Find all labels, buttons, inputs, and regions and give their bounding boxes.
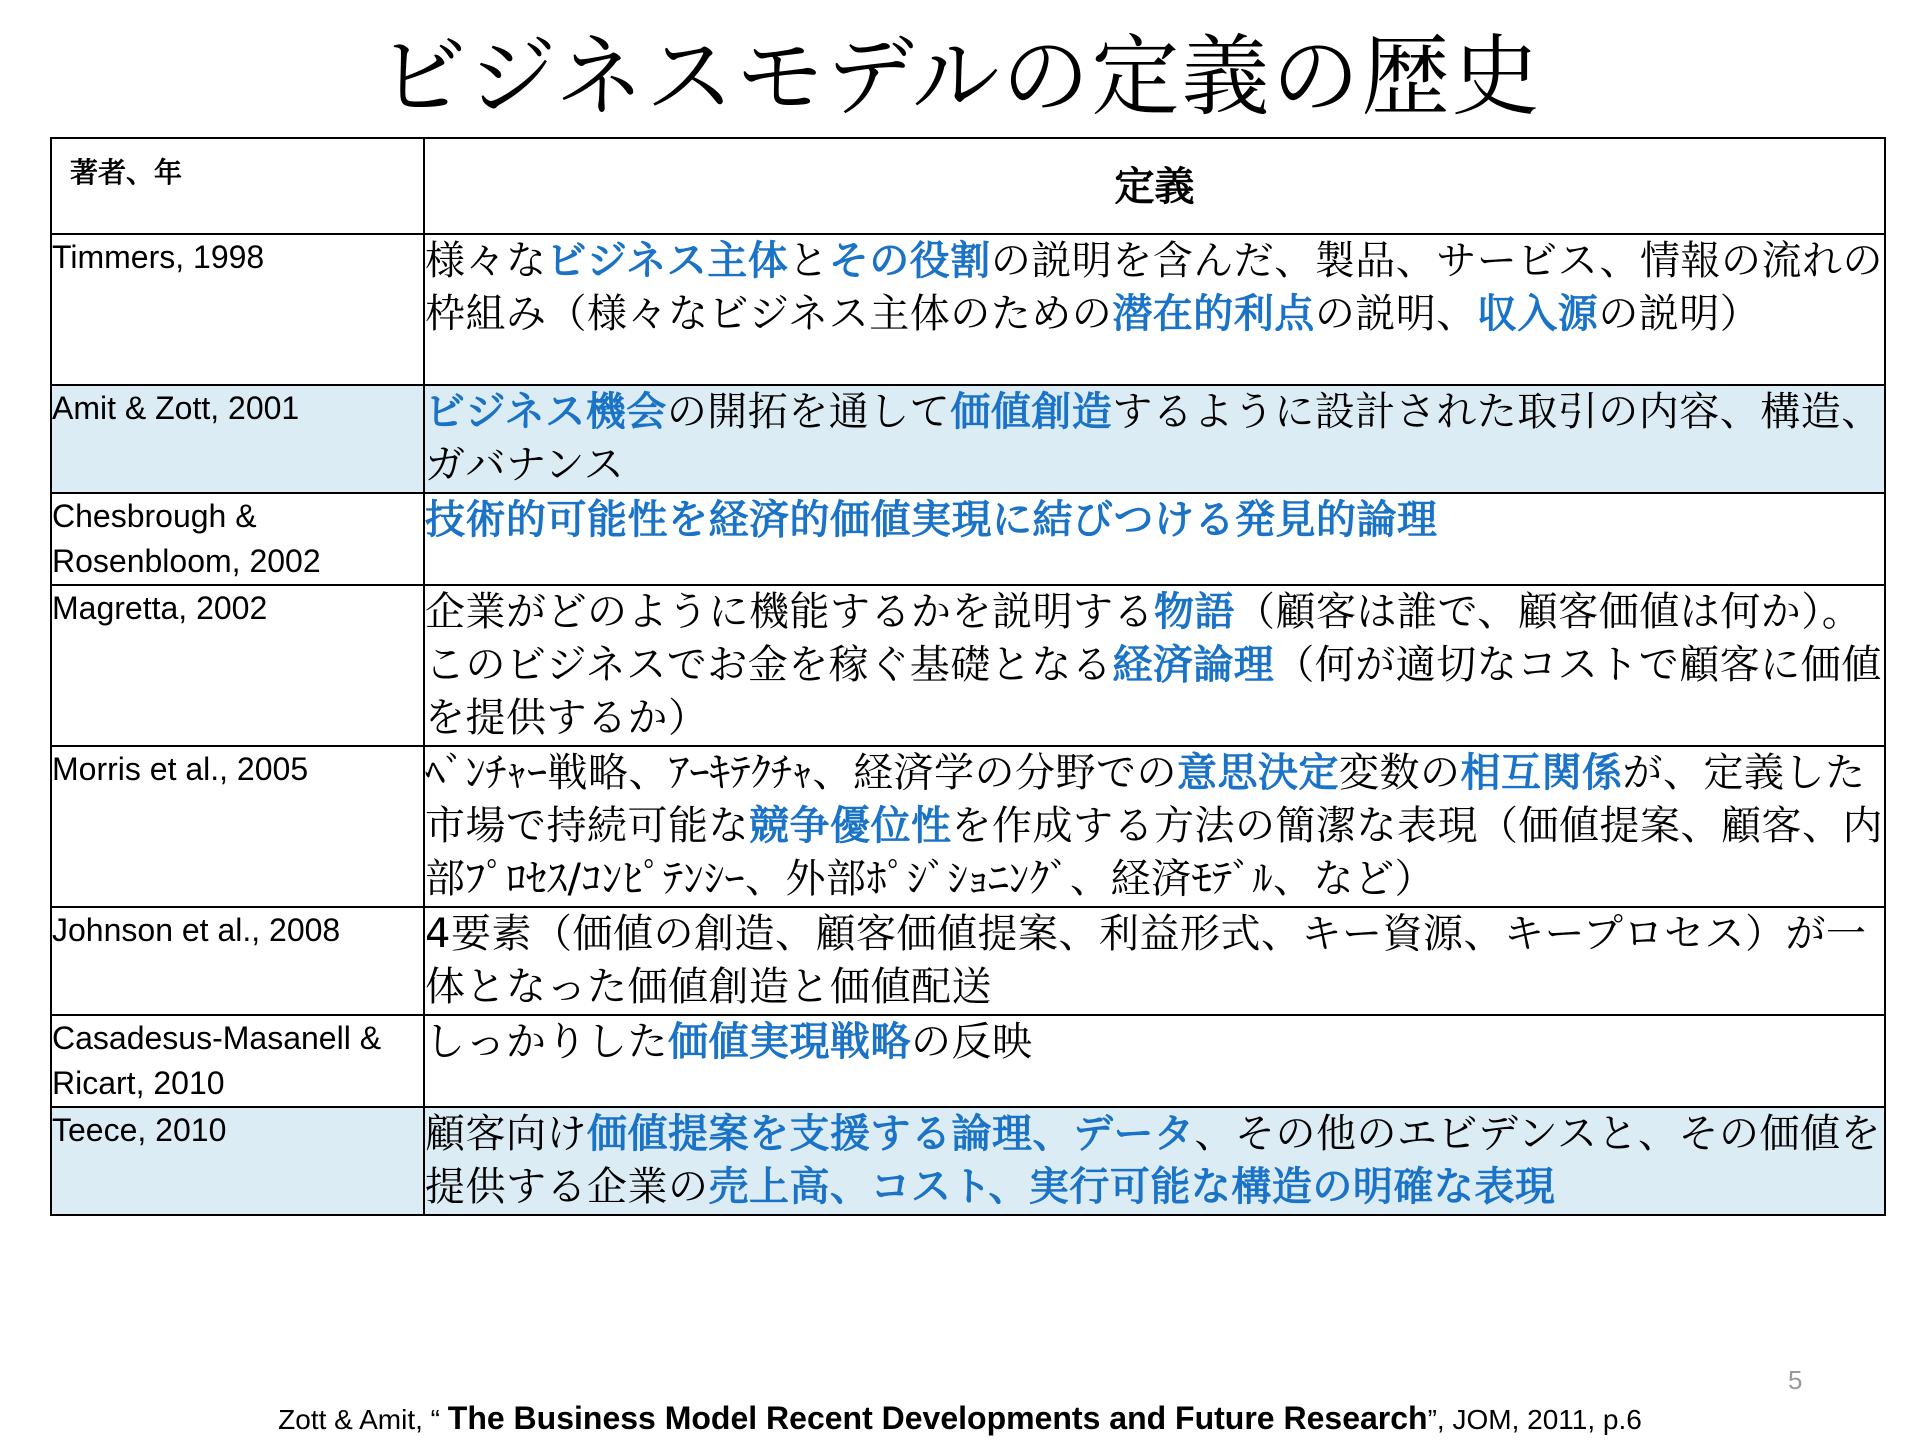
definition-text: （顧客は誰で、顧客価値は何か）。このビジネスでお金を稼ぐ基礎となる — [425, 589, 1863, 688]
table-row — [51, 1107, 1885, 1215]
definition-cell — [424, 1015, 1885, 1107]
definition-highlight: 相互関係 — [1460, 750, 1623, 796]
definition-text: ﾍﾞﾝﾁｬｰ戦略、ｱｰｷﾃｸﾁｬ、経済学の分野での — [425, 750, 1177, 796]
table-row — [51, 385, 1885, 493]
definition-text: 4要素（価値の創造、顧客価値提案、利益形式、キー資源、キープロセス）が一体となった価値創造と価値配送 — [425, 911, 1867, 1010]
author-cell: Morris et al., 2005 — [51, 746, 424, 907]
table-body — [51, 234, 1885, 1215]
header-definition: 定義 — [424, 138, 1885, 234]
definition-cell — [424, 585, 1885, 746]
definition-text: の反映 — [911, 1019, 1033, 1065]
author-cell: Timmers, 1998 — [51, 234, 424, 385]
author-cell: Johnson et al., 2008 — [51, 907, 424, 1015]
definition-cell — [424, 907, 1885, 1015]
author-cell: Casadesus-Masanell & Ricart, 2010 — [51, 1015, 424, 1107]
definition-highlight: ビジネス機会 — [425, 389, 667, 435]
citation — [0, 1400, 1920, 1438]
definition-highlight: 競争優位性 — [749, 803, 952, 849]
definition-highlight: 潜在的利点 — [1112, 291, 1315, 337]
definition-highlight: その役割 — [828, 238, 991, 284]
citation-title: The Business Model Recent Developments and Future Research — [447, 1400, 1428, 1436]
definition-text: しっかりした — [425, 1019, 668, 1065]
definition-text: と — [788, 238, 829, 284]
table-row — [51, 1015, 1885, 1107]
definitions-table — [50, 137, 1886, 1216]
definition-text: するように設計された取引の内容、構造、ガバナンス — [425, 389, 1882, 488]
definition-cell — [424, 385, 1885, 493]
author-cell: Amit & Zott, 2001 — [51, 385, 424, 493]
definition-highlight: 経済論理 — [1112, 642, 1275, 688]
header-author-year: 著者、年 — [51, 138, 424, 234]
page-number: 5 — [1788, 1365, 1803, 1395]
definition-text: 、その他のエビデンスと、その価値を提供する企業の — [425, 1111, 1881, 1210]
author-cell: Chesbrough & Rosenbloom, 2002 — [51, 493, 424, 585]
definition-text: 顧客向け — [425, 1111, 587, 1157]
definition-highlight: ビジネス主体 — [546, 238, 789, 284]
table-row — [51, 907, 1885, 1015]
definition-text: 様々な — [425, 238, 547, 284]
definition-text: （何が適切なコストで顧客に価値を提供するか） — [425, 642, 1882, 741]
definition-cell — [424, 493, 1885, 585]
definition-text: の説明） — [1598, 291, 1761, 337]
definition-text: が、定義した市場で持続可能な — [425, 750, 1866, 849]
definition-highlight: 収入源 — [1476, 291, 1599, 337]
definition-highlight: 価値実現戦略 — [668, 1019, 911, 1065]
definition-text: の開拓を通して — [666, 389, 951, 435]
definition-highlight: 価値創造 — [950, 389, 1113, 435]
author-cell: Magretta, 2002 — [51, 585, 424, 746]
table-header-row — [51, 138, 1885, 234]
table-row — [51, 746, 1885, 907]
table-row — [51, 493, 1885, 585]
definition-text: 変数の — [1339, 750, 1461, 796]
definition-highlight: 技術的可能性を経済的価値実現に結びつける発見的論理 — [425, 497, 1438, 543]
definition-cell — [424, 234, 1885, 385]
definition-highlight: 物語 — [1154, 589, 1235, 635]
definition-highlight: 意思決定 — [1177, 750, 1339, 796]
definition-highlight: 価値提案を支援する論理、データ — [587, 1111, 1195, 1157]
definition-text: を作成する方法の簡潔な表現（価値提案、顧客、内部ﾌﾟﾛｾｽ/ｺﾝﾋﾟﾃﾝｼｰ、外部ﾎﾟｼﾞｼｮﾆﾝｸﾞ、経済ﾓﾃﾞﾙ、など） — [425, 803, 1883, 902]
table-row — [51, 234, 1885, 385]
definition-text: 企業がどのように機能するかを説明する — [425, 589, 1154, 635]
definition-highlight: 売上高、コスト、実行可能な構造の明確な表現 — [708, 1164, 1556, 1210]
definition-cell — [424, 746, 1885, 907]
page-title: ビジネスモデルの定義の歴史 — [378, 25, 1542, 128]
author-cell: Teece, 2010 — [51, 1107, 424, 1215]
definition-cell — [424, 1107, 1885, 1215]
citation-suffix: ”, JOM, 2011, p.6 — [1427, 1404, 1642, 1435]
definition-text: の説明を含んだ、製品、サービス、情報の流れの枠組み（様々なビジネス主体のための — [425, 238, 1884, 337]
definition-text: の説明、 — [1314, 291, 1477, 337]
citation-prefix: Zott & Amit, “ — [278, 1404, 448, 1435]
table-row — [51, 585, 1885, 746]
